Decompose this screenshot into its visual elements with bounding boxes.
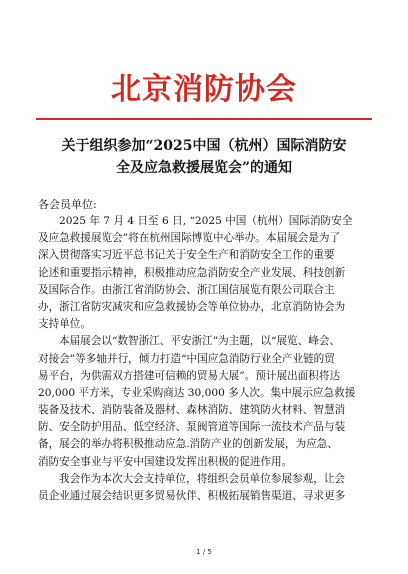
notice-title: [40, 135, 368, 179]
paragraph-line: 20,000 平方米，专业采购商达 30,000 多人次。集中展示应急救援: [38, 386, 356, 399]
paragraph-line: 我会作为本次大会支持单位，将组织会员单位参展参观，让会: [59, 472, 346, 485]
paragraph-line: 本届展会以“数智浙江、平安浙江”为主题，以“展览、峰会、: [59, 335, 341, 348]
letterhead-title: 北京消防协会: [111, 72, 297, 107]
paragraph-line: 及国际合作。由浙江省消防协会、浙江国信展览有限公司联合主: [38, 283, 335, 296]
paragraph: [38, 333, 372, 471]
paragraph-line: 对接会”等多轴并行，倾力打造“中国应急消防行业全产业链的贸: [38, 352, 335, 365]
paragraph-line: 论述和重要指示精神，积极推动应急消防安全产业发展、科技创新: [38, 266, 346, 279]
salutation: 各会员单位:: [38, 198, 97, 211]
paragraph-line: 员企业通过展会结识更多贸易伙伴、积极拓展销售渠道、寻求更多: [38, 490, 346, 502]
paragraph-line: 备，展会的举办将积极推动应急.消防产业的创新发展，为应急、: [38, 438, 338, 451]
paragraph-line: 防、安全防护用品、低空经济、泵阀管道等国际一流技术产品与装: [38, 421, 346, 434]
paragraph-line: 装备及技术、消防装备及器材、森林消防、建筑防火材料、智慧消: [38, 404, 346, 417]
paragraph: [38, 471, 372, 505]
paragraph-line: 深入贯彻落实习近平总书记关于安全生产和消防安全工作的重要: [38, 249, 335, 262]
notice-title-line: 全及应急救援展览会”的通知: [115, 160, 293, 176]
paragraph-line: 及应急救援展览会”将在杭州国际博览中心举办。本届展会是为了: [38, 232, 341, 245]
paragraph-line: 消防安全事业与平安中国建设发挥出积极的促进作用。: [38, 455, 293, 468]
paragraph: [38, 213, 372, 333]
notice-title-line: 关于组织参加“2025中国（杭州）国际消防安: [61, 138, 347, 154]
paragraph-line: 办，浙江省防灾减灾和应急救援协会等单位协办，北京消防协会为: [38, 300, 346, 313]
paragraph-line: 易平台，为供需双方搭建可信赖的贸易大展”。预计展出面积将达: [38, 369, 341, 382]
paragraph-line: 2025 年 7 月 4 日至 6 日, “2025 中国（杭州）国际消防安全: [59, 215, 353, 227]
paragraph-line: 支持单位。: [38, 318, 91, 331]
letterhead-rule: [36, 118, 372, 120]
notice-body: [38, 213, 372, 505]
page-number: 1 / 5: [196, 548, 212, 556]
